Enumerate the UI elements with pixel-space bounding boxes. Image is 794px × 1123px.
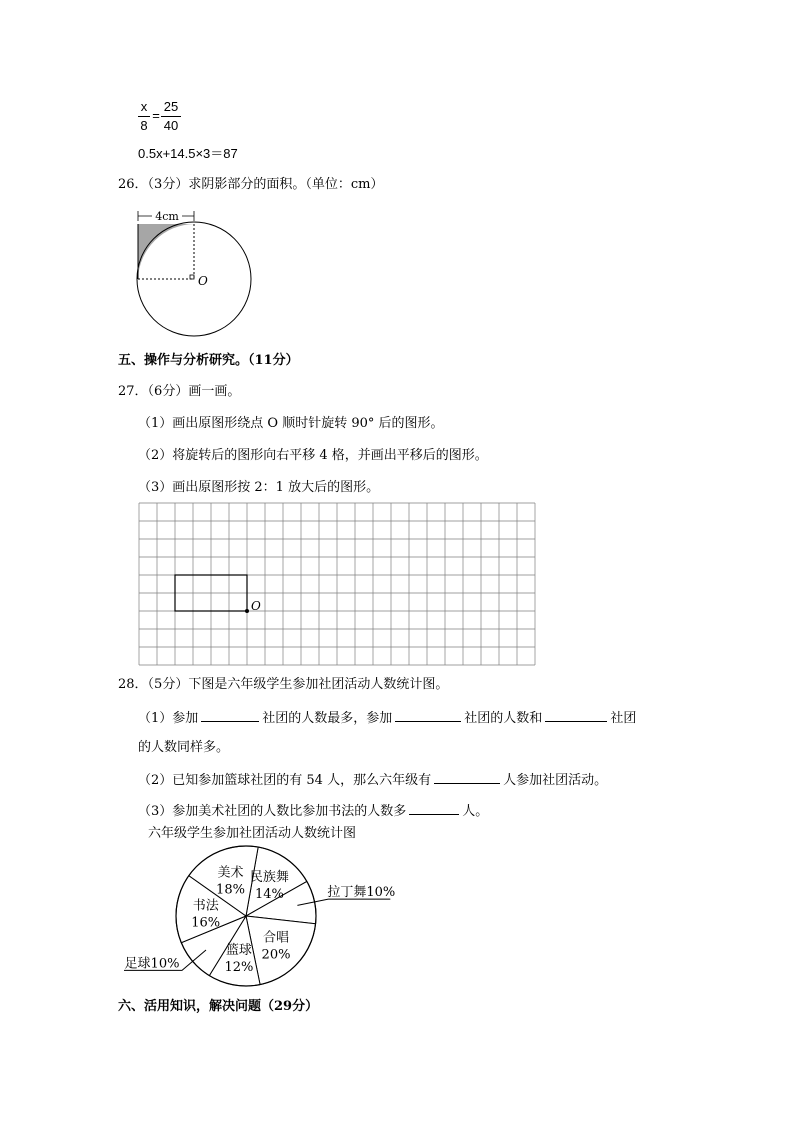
question-26: 26．（3分）求阴影部分的面积。（单位：cm） [118, 177, 384, 192]
answer-blank-3[interactable] [545, 709, 607, 722]
slice-label-name: 篮球 [225, 943, 252, 958]
answer-blank-5[interactable] [409, 802, 459, 815]
dimension-label: 4cm [155, 210, 179, 223]
answer-blank-4[interactable] [434, 771, 500, 784]
numerator-25: 25 [163, 99, 179, 114]
answer-blank-1[interactable] [201, 709, 259, 722]
question-27-sub-3: （3）画出原图形按 2：1 放大后的图形。 [138, 480, 380, 495]
equals-sign: = [152, 108, 160, 123]
q28-s2-text-a: （2）已知参加篮球社团的有 54 人，那么六年级有 [138, 773, 432, 788]
q28-s2-text-b: 人参加社团活动。 [503, 773, 608, 788]
slice-label-external: 拉丁舞10% [327, 885, 396, 901]
denominator-40: 40 [163, 118, 179, 133]
question-27-sub-1: （1）画出原图形绕点 O 顺时针旋转 90° 后的图形。 [138, 416, 444, 431]
q28-s1-text-c: 社团的人数和 [464, 711, 543, 726]
denominator-8: 8 [140, 118, 148, 133]
section-6-heading: 六、活用知识，解决问题（29分） [118, 999, 319, 1014]
slice-label-name: 书法 [192, 898, 219, 914]
slice-label-name: 民族舞 [249, 869, 289, 885]
q28-s1-text-b: 社团的人数最多，参加 [262, 711, 393, 726]
center-label: O [198, 274, 208, 288]
question-28-sub-2 [138, 771, 607, 789]
slice-label-external: 足球10% [124, 956, 180, 972]
grid-lines [139, 503, 535, 665]
shaded-region [138, 224, 194, 279]
slice-label-percent: 18% [216, 882, 245, 898]
numerator-x: x [140, 99, 148, 114]
question-27: 27．（6分）画一画。 [118, 384, 241, 399]
q28-s1-text-d: 社团 [610, 711, 637, 726]
slice-label-percent: 12% [224, 960, 254, 975]
q28-s3-text-b: 人。 [462, 804, 489, 819]
slice-label-name: 美术 [217, 865, 244, 881]
rotation-point-label: O [251, 599, 261, 613]
slice-label-percent: 14% [254, 886, 284, 902]
question-28-sub-1-cont: 的人数同样多。 [138, 740, 230, 755]
section-5-heading: 五、操作与分析研究。（11分） [118, 353, 299, 368]
q28-s3-text-a: （3）参加美术社团的人数比参加书法的人数多 [138, 804, 407, 819]
fraction-bar-1 [138, 116, 150, 117]
slice-label-percent: 20% [261, 947, 291, 963]
equation-linear: 0.5x+14.5×3＝87 [138, 146, 238, 161]
rotation-point [245, 609, 249, 613]
slice-label-percent: 16% [191, 915, 221, 931]
fraction-bar-2 [161, 116, 181, 117]
drawing-grid [138, 502, 538, 668]
q28-s1-text-a: （1）参加 [138, 711, 199, 726]
question-28-sub-1 [138, 709, 636, 727]
question-28: 28．（5分）下图是六年级学生参加社团活动人数统计图。 [118, 677, 449, 692]
slice-label-name: 合唱 [262, 930, 290, 946]
circle-figure [130, 206, 260, 338]
question-28-sub-3 [138, 802, 488, 820]
question-27-sub-2: （2）将旋转后的图形向右平移 4 格，并画出平移后的图形。 [138, 448, 488, 463]
right-angle-mark [190, 275, 194, 279]
pie-chart-title: 六年级学生参加社团活动人数统计图 [148, 826, 357, 841]
pie-chart [124, 846, 396, 990]
answer-blank-2[interactable] [395, 709, 461, 722]
